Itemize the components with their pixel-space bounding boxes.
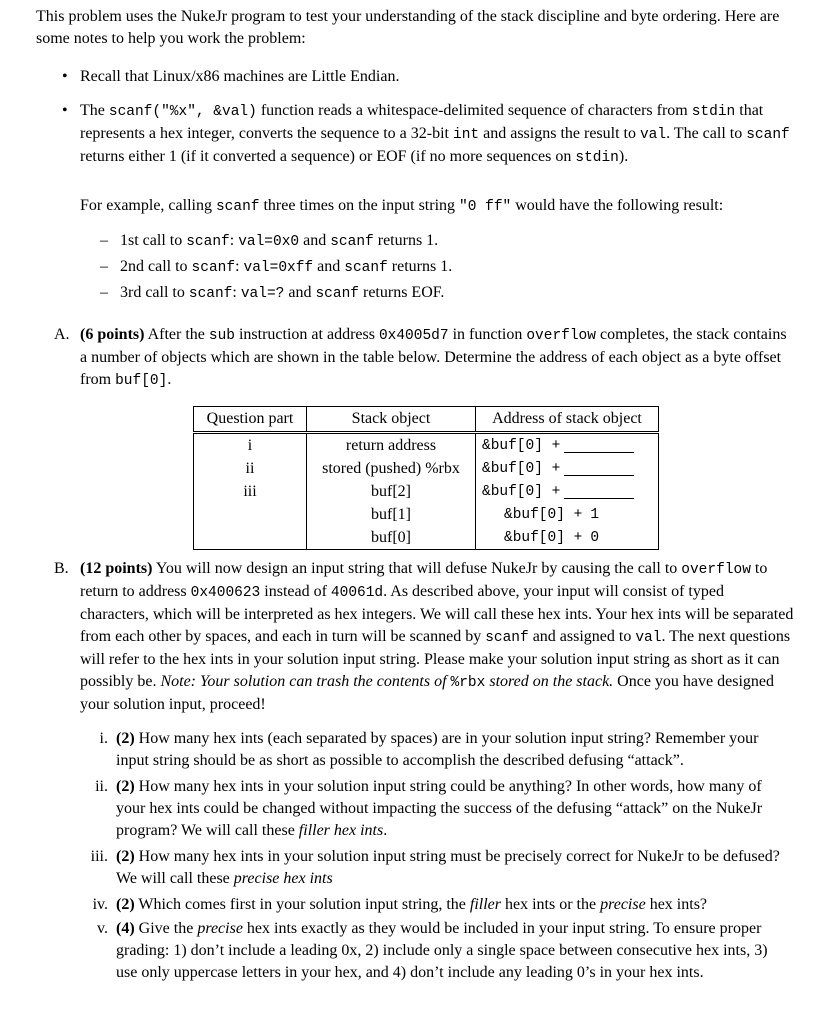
question-i: i. (2) How many hex ints (each separated by spaces) are in your solution input string? Remember your input string should be as short as possible to accomplish the described defusing “attack”. (99, 730, 759, 769)
question-iv: iv. (2) Which comes first in your solution input string, the filler hex ints or the precise hex ints? (92, 896, 708, 913)
question-ii: ii. (2) How many hex ints in your solution input string could be anything? In other words, how many of your hex ints could be changed without impacting the success of the defusing “attack” on the NukeJr program? We will call these filler hex ints. (95, 778, 763, 839)
table-header: Question part (194, 407, 307, 433)
part-a-text: (6 points) After the sub instruction at address 0x4005d7 in function overflow completes, the stack contains a number of objects which are shown in the table below. Determine the address of each object as a byte offset from buf[0]. (80, 326, 787, 389)
table-row (194, 480, 659, 503)
answer-blank[interactable] (564, 461, 634, 476)
table-cell-object: buf[0] (307, 526, 476, 550)
answer-blank[interactable] (564, 438, 634, 453)
part-b (54, 558, 794, 716)
table-cell-address: &buf[0] + (476, 433, 659, 458)
table-cell-part (194, 526, 307, 550)
table-cell-part (194, 503, 307, 526)
table-cell-object: return address (307, 433, 476, 458)
table-row (194, 457, 659, 480)
table-header-row (194, 407, 659, 433)
part-a-label: A. (54, 326, 70, 343)
table-cell-part: i (194, 433, 307, 458)
stack-table (193, 406, 659, 550)
table-row (194, 433, 659, 458)
note-bullet-endianness (62, 66, 792, 88)
scanf-call-2: – 2nd call to scanf: val=0xff and scanf returns 1. (100, 258, 453, 276)
table-cell-address: &buf[0] + 0 (476, 526, 659, 550)
question-iii: iii. (2) How many hex ints in your solution input string must be precisely correct for NukeJr to be defused? We will call these precise hex ints (90, 848, 780, 887)
question-v: v. (4) Give the precise hex ints exactly as they would be included in your input string. To ensure proper grading: 1) don’t include a leading 0x, 2) include only a single space between consecutive hex ints, 3) use only uppercase letters in your hex, and 4) don’t include any leading 0’s in your hex ints. (97, 920, 768, 981)
note-bullet-scanf (62, 100, 792, 169)
scanf-call-3: – 3rd call to scanf: val=? and scanf returns EOF. (100, 284, 445, 302)
table-cell-part: ii (194, 457, 307, 480)
intro-paragraph: This problem uses the NukeJr program to test your understanding of the stack discipline and byte ordering. Here are some notes to help you work the problem: (36, 8, 780, 47)
table-row (194, 503, 659, 526)
part-b-label: B. (54, 560, 69, 577)
table-cell-object: buf[2] (307, 480, 476, 503)
note-text: The scanf("%x", &val) function reads a whitespace-delimited sequence of characters from stdin that represents a hex integer, converts the sequence to a 32-bit int and assigns the result to val. The call to scanf returns either 1 (if it converted a sequence) or EOF (if no more sequences on stdin). (80, 102, 790, 166)
table-cell-address: &buf[0] + 1 (476, 503, 659, 526)
table-cell-object: buf[1] (307, 503, 476, 526)
table-cell-address: &buf[0] + (476, 480, 659, 503)
table-cell-object: stored (pushed) %rbx (307, 457, 476, 480)
part-a (54, 324, 794, 392)
table-cell-address: &buf[0] + (476, 457, 659, 480)
table-header: Stack object (307, 407, 476, 433)
answer-blank[interactable] (564, 484, 634, 499)
note-text: Recall that Linux/x86 machines are Little Endian. (80, 68, 400, 85)
part-b-text: (12 points) You will now design an input string that will defuse NukeJr by causing the call to overflow to return to address 0x400623 instead of 40061d. As described above, your input will consist of typed characters, which will be interpreted as hex integers. We will call these hex ints. Your hex ints will be separated from each other by spaces, and each in turn will be scanned by scanf and assigned to val. The next questions will refer to the hex ints in your solution input string. Please make your solution input string as short as it can possibly be. Note: Your solution can trash the contents of %rbx stored on the stack. Once you have designed your solution input, proceed! (80, 560, 794, 713)
table-row (194, 526, 659, 550)
example-paragraph: For example, calling scanf three times on the input string "0 ff" would have the following result: (80, 197, 724, 215)
bullet-icon: • (62, 102, 68, 119)
scanf-call-1: – 1st call to scanf: val=0x0 and scanf returns 1. (100, 232, 439, 250)
table-header: Address of stack object (476, 407, 659, 433)
bullet-icon: • (62, 68, 68, 85)
table-cell-part: iii (194, 480, 307, 503)
